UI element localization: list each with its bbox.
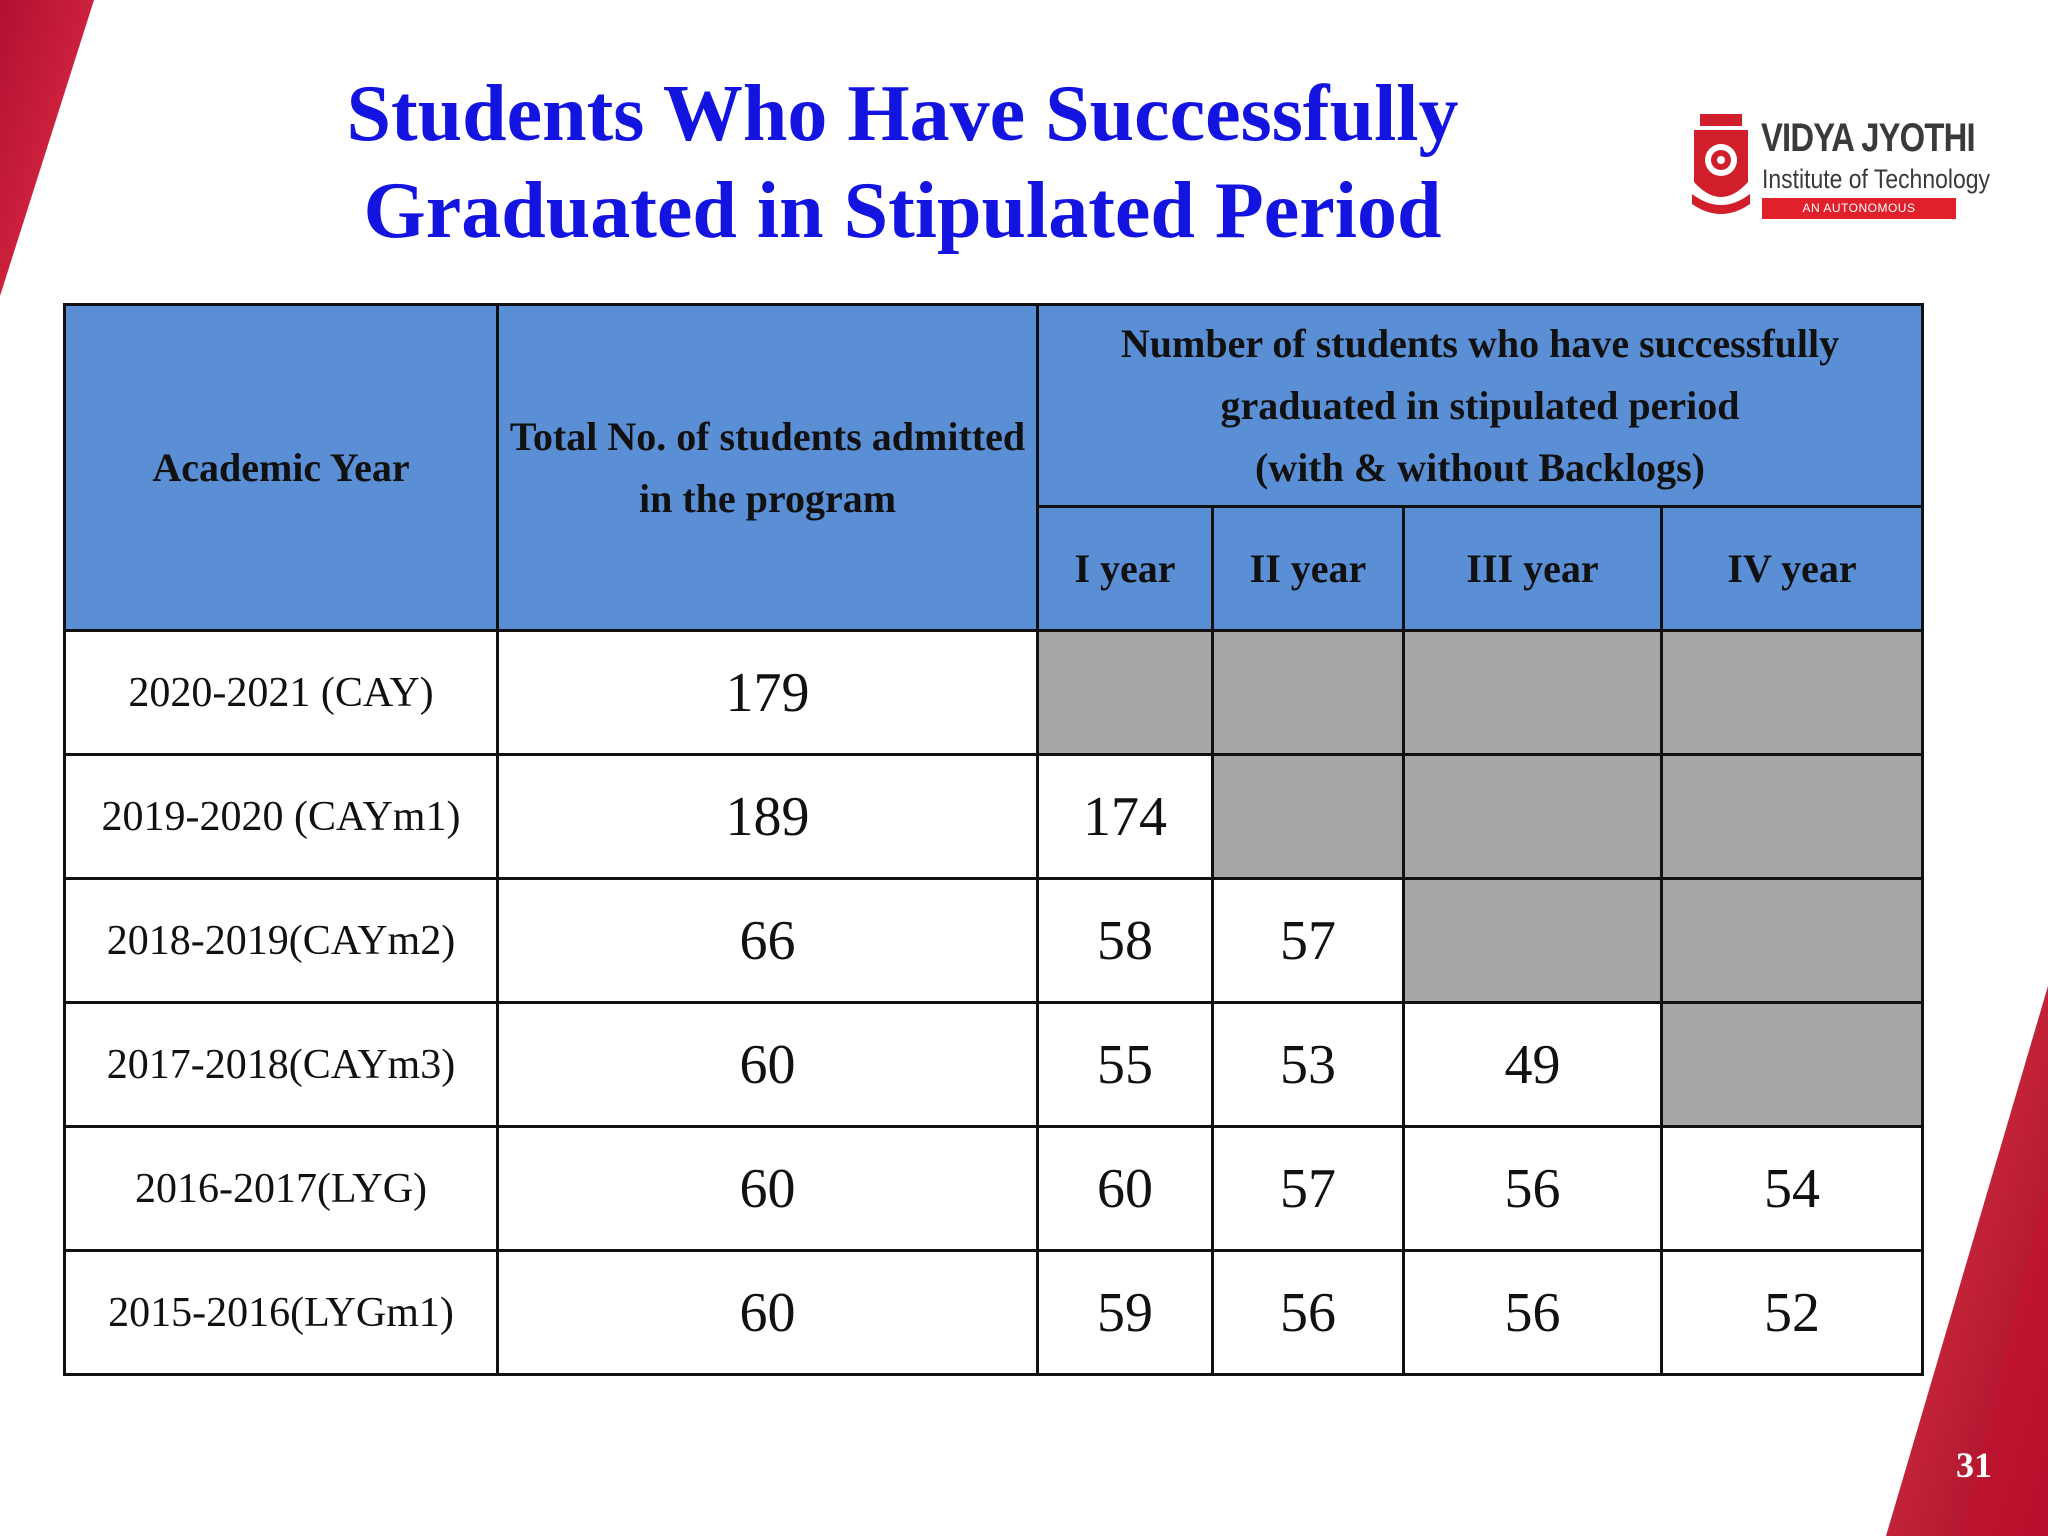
institution-emblem-icon bbox=[1686, 112, 1756, 224]
header-year-4: IV year bbox=[1662, 507, 1923, 631]
logo-tagline: AN AUTONOMOUS INSTITUTION bbox=[1762, 198, 1956, 219]
table-row bbox=[65, 1251, 1923, 1375]
cell-academic-year: 2017-2018(CAYm3) bbox=[65, 1003, 498, 1127]
cell-academic-year: 2018-2019(CAYm2) bbox=[65, 879, 498, 1003]
table-row bbox=[65, 879, 1923, 1003]
corner-shape-top-left bbox=[0, 0, 94, 296]
header-academic-year: Academic Year bbox=[65, 305, 498, 631]
cell-year-2: 57 bbox=[1213, 879, 1404, 1003]
cell-total-admitted: 60 bbox=[498, 1251, 1038, 1375]
header-year-2: II year bbox=[1213, 507, 1404, 631]
cell-total-admitted: 179 bbox=[498, 631, 1038, 755]
cell-year-4 bbox=[1662, 1003, 1923, 1127]
cell-year-3: 56 bbox=[1404, 1127, 1662, 1251]
cell-year-4: 54 bbox=[1662, 1127, 1923, 1251]
logo-name: VIDYA JYOTHI bbox=[1761, 116, 1975, 160]
cell-year-4 bbox=[1662, 755, 1923, 879]
table-row bbox=[65, 1003, 1923, 1127]
graduation-table bbox=[63, 303, 1924, 1376]
cell-academic-year: 2016-2017(LYG) bbox=[65, 1127, 498, 1251]
page-number: 31 bbox=[1956, 1445, 1992, 1485]
cell-year-2 bbox=[1213, 631, 1404, 755]
header-graduated bbox=[1038, 305, 1923, 507]
cell-year-3: 49 bbox=[1404, 1003, 1662, 1127]
cell-year-3 bbox=[1404, 879, 1662, 1003]
cell-academic-year: 2020-2021 (CAY) bbox=[65, 631, 498, 755]
slide-title-line-2: Graduated in Stipulated Period bbox=[363, 167, 1442, 255]
cell-year-2: 53 bbox=[1213, 1003, 1404, 1127]
cell-year-3 bbox=[1404, 631, 1662, 755]
cell-year-3: 56 bbox=[1404, 1251, 1662, 1375]
cell-year-1: 174 bbox=[1038, 755, 1213, 879]
cell-total-admitted: 60 bbox=[498, 1127, 1038, 1251]
cell-year-2 bbox=[1213, 755, 1404, 879]
table-row bbox=[65, 631, 1923, 755]
header-graduated-line-2: graduated in stipulated period bbox=[1220, 382, 1740, 428]
header-graduated-line-1: Number of students who have successfully bbox=[1120, 320, 1840, 366]
cell-academic-year: 2019-2020 (CAYm1) bbox=[65, 755, 498, 879]
cell-academic-year: 2015-2016(LYGm1) bbox=[65, 1251, 498, 1375]
cell-year-1 bbox=[1038, 631, 1213, 755]
table-row bbox=[65, 755, 1923, 879]
header-year-1: I year bbox=[1038, 507, 1213, 631]
cell-year-4 bbox=[1662, 879, 1923, 1003]
cell-year-3 bbox=[1404, 755, 1662, 879]
slide-title-line-1: Students Who Have Successfully bbox=[346, 70, 1459, 158]
cell-total-admitted: 60 bbox=[498, 1003, 1038, 1127]
cell-year-4 bbox=[1662, 631, 1923, 755]
logo-subtitle: Institute of Technology bbox=[1762, 164, 1990, 194]
cell-total-admitted: 66 bbox=[498, 879, 1038, 1003]
table-row bbox=[65, 1127, 1923, 1251]
cell-total-admitted: 189 bbox=[498, 755, 1038, 879]
header-total-admitted: Total No. of students admitted in the program bbox=[498, 305, 1038, 631]
cell-year-1: 60 bbox=[1038, 1127, 1213, 1251]
slide-title bbox=[250, 66, 1555, 260]
cell-year-1: 59 bbox=[1038, 1251, 1213, 1375]
cell-year-4: 52 bbox=[1662, 1251, 1923, 1375]
cell-year-1: 55 bbox=[1038, 1003, 1213, 1127]
institution-logo bbox=[1686, 112, 1990, 236]
header-year-3: III year bbox=[1404, 507, 1662, 631]
header-graduated-line-3: (with & without Backlogs) bbox=[1254, 444, 1706, 490]
cell-year-2: 57 bbox=[1213, 1127, 1404, 1251]
cell-year-2: 56 bbox=[1213, 1251, 1404, 1375]
cell-year-1: 58 bbox=[1038, 879, 1213, 1003]
